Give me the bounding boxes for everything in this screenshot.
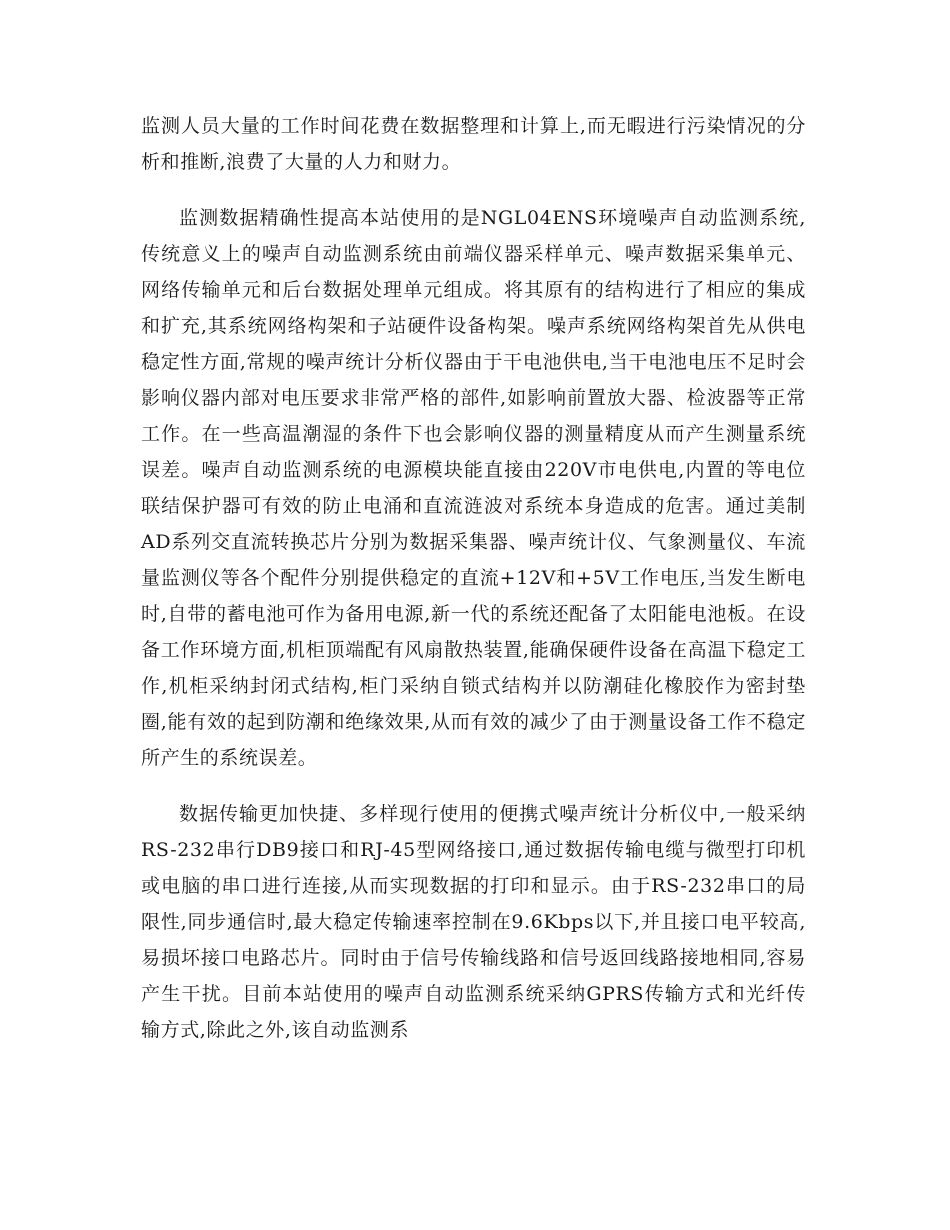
document-body <box>141 108 806 1048</box>
paragraph-continuation: 监测人员大量的工作时间花费在数据整理和计算上,而无暇进行污染情况的分析和推断,浪费了大量的人力和财力。 <box>141 115 806 173</box>
paragraph-data-accuracy: 监测数据精确性提高本站使用的是NGL04ENS环境噪声自动监测系统,传统意义上的噪声自动监测系统由前端仪器采样单元、噪声数据采集单元、网络传输单元和后台数据处理单元组成。将其原有的结构进行了相应的集成和扩充,其系统网络构架和子站硬件设备构架。噪声系统网络构架首先从供电稳定性方面,常规的噪声统计分析仪器由于干电池供电,当干电池电压不足时会影响仪器内部对电压要求非常严格的部件,如影响前置放大器、检波器等正常工作。在一些高温潮湿的条件下也会影响仪器的测量精度从而产生测量系统误差。噪声自动监测系统的电源模块能直接由220V市电供电,内置的等电位联结保护器可有效的防止电涌和直流涟波对系统本身造成的危害。通过美制AD系列交直流转换芯片分别为数据采集器、噪声统计仪、气象测量仪、车流量监测仪等各个配件分别提供稳定的直流+12V和+5V工作电压,当发生断电时,自带的蓄电池可作为备用电源,新一代的系统还配备了太阳能电池板。在设备工作环境方面,机柜顶端配有风扇散热装置,能确保硬件设备在高温下稳定工作,机柜采纳封闭式结构,柜门采纳自锁式结构并以防潮硅化橡胶作为密封垫圈,能有效的起到防潮和绝缘效果,从而有效的减少了由于测量设备工作不稳定所产生的系统误差。 <box>141 207 806 769</box>
paragraph-data-transmission: 数据传输更加快捷、多样现行使用的便携式噪声统计分析仪中,一般采纳RS-232串行DB9接口和RJ-45型网络接口,通过数据传输电缆与微型打印机或电脑的串口进行连接,从而实现数据的打印和显示。由于RS-232串口的局限性,同步通信时,最大稳定传输速率控制在9.6Kbps以下,并且接口电平较高,易损坏接口电路芯片。同时由于信号传输线路和信号返回线路接地相同,容易产生干扰。目前本站使用的噪声自动监测系统采纳GPRS传输方式和光纤传输方式,除此之外,该自动监测系 <box>141 803 806 1041</box>
